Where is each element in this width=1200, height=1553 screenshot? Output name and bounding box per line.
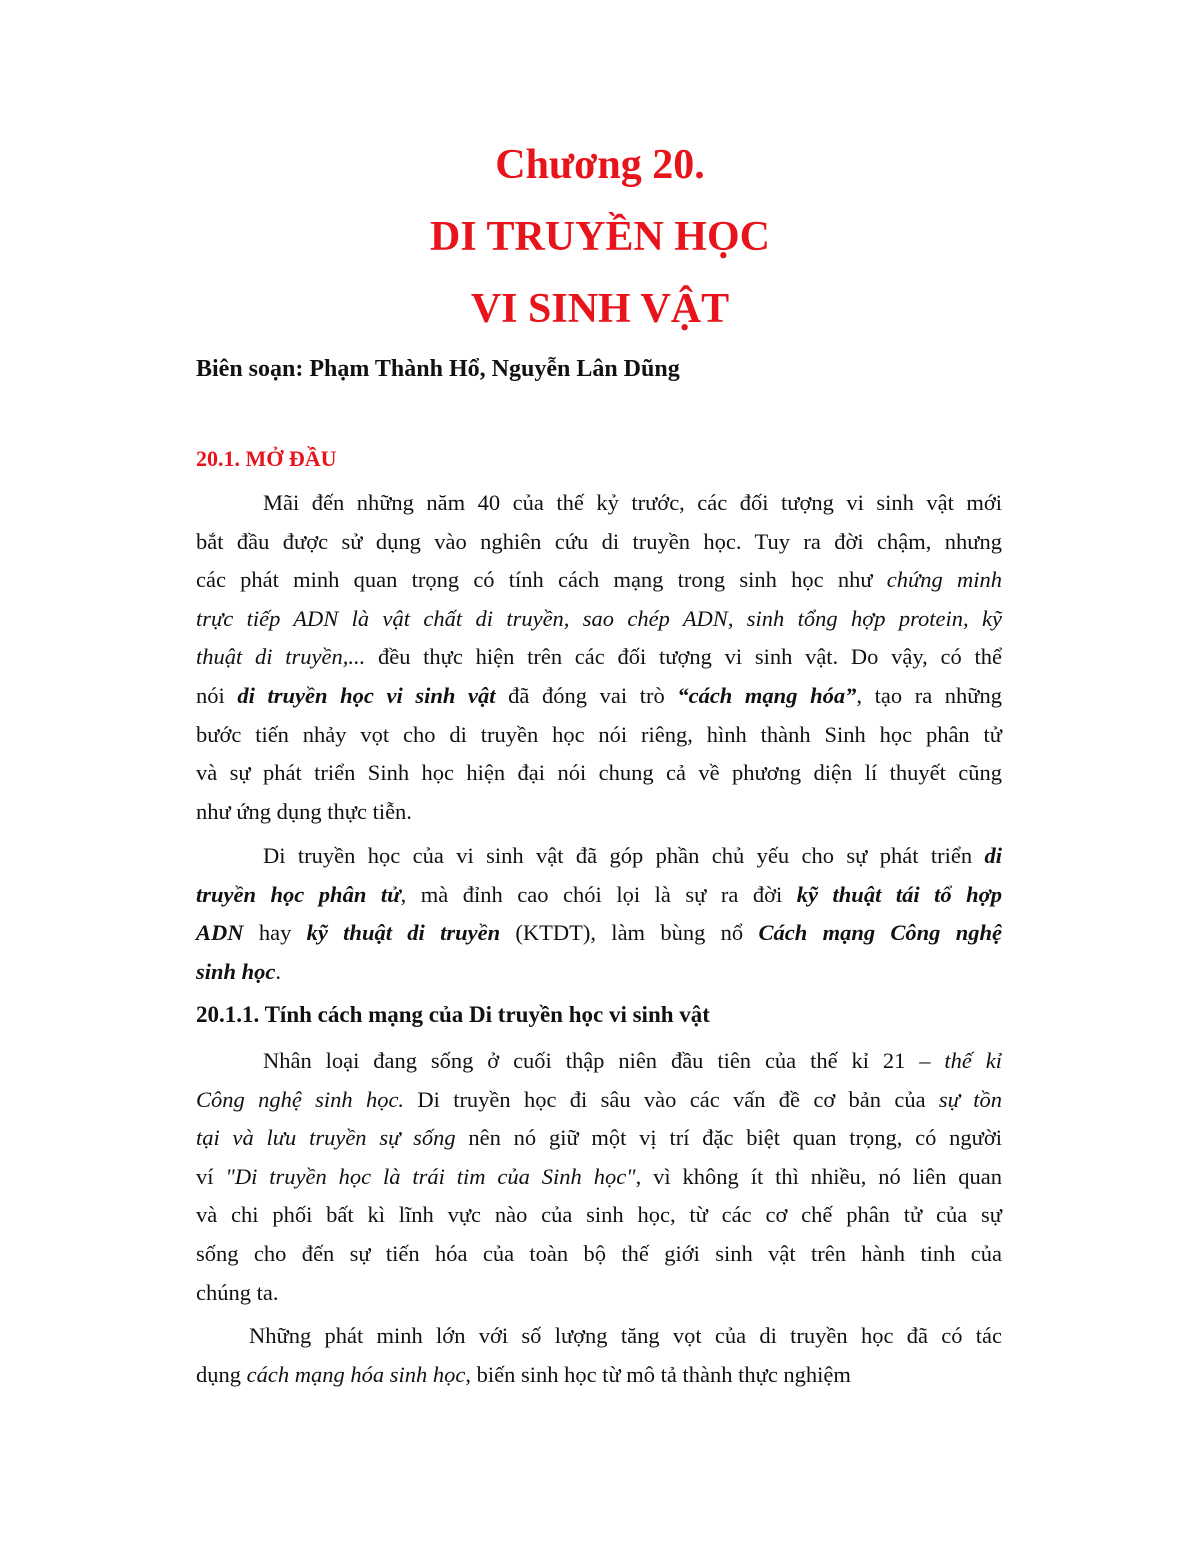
text-run: dụng: [196, 1361, 247, 1387]
paragraph: [196, 1042, 1002, 1312]
text-run: nói: [196, 682, 238, 708]
text-line: [196, 600, 1002, 639]
text-run: di truyền học vi sinh vật: [237, 682, 496, 708]
text-line: [196, 1274, 1002, 1313]
text-line: [196, 523, 1002, 562]
text-run: bắt đầu được sử dụng vào nghiên cứu di truyền học. Tuy ra đời chậm, nhưng: [196, 528, 1002, 554]
text-run: trực tiếp ADN là vật chất di truyền, sao chép ADN, sinh tổng hợp protein, kỹ: [196, 605, 1002, 631]
text-line: [196, 1356, 1002, 1395]
text-line: [196, 677, 1002, 716]
text-run: Di truyền học của vi sinh vật đã góp phần chủ yếu cho sự phát triển: [263, 843, 985, 868]
text-line: [196, 914, 1002, 953]
text-line: [196, 1042, 1002, 1081]
author-byline: Biên soạn: Phạm Thành Hổ, Nguyễn Lân Dũng: [196, 356, 680, 382]
text-run: như ứng dụng thực tiễn.: [196, 798, 412, 824]
section-heading: 20.1. MỞ ĐẦU: [196, 446, 337, 471]
text-run: các phát minh quan trọng có tính cách mạng trong sinh học như: [196, 567, 887, 593]
paragraph: [196, 837, 1002, 991]
text-run: và sự phát triển Sinh học hiện đại nói chung cả về phương diện lí thuyết cũng: [196, 760, 1002, 786]
text-run: , mà đỉnh cao chói lọi là sự ra đời: [400, 881, 797, 907]
text-line: [196, 953, 1002, 992]
text-line: [196, 1081, 1002, 1120]
text-run: , vì không ít thì nhiều, nó liên quan: [635, 1163, 1002, 1189]
chapter-title-line1: DI TRUYỀN HỌC: [430, 214, 770, 260]
text-run: Nhân loại đang sống ở cuối thập niên đầu tiên của thế kỉ 21 –: [263, 1048, 945, 1073]
text-line: [196, 1196, 1002, 1235]
text-run: hay: [243, 920, 307, 946]
chapter-title-line2: VI SINH VẬT: [470, 286, 730, 332]
text-line: [196, 837, 1002, 876]
text-run: (KTDT), làm bùng nổ: [500, 920, 759, 946]
text-run: kỹ thuật di truyền: [306, 920, 501, 946]
text-run: Cách mạng Công nghệ: [758, 920, 1002, 946]
text-run: .: [275, 958, 282, 984]
text-run: đều thực hiện trên các đối tượng vi sinh vật. Do vậy, có thể: [365, 644, 1003, 670]
text-line: [196, 638, 1002, 677]
text-line: [196, 1158, 1002, 1197]
chapter-number: Chương 20.: [495, 142, 705, 188]
text-run: "Di truyền học là trái tim của Sinh học": [225, 1163, 636, 1189]
text-run: , tạo ra những: [856, 682, 1002, 708]
text-run: và chi phối bất kì lĩnh vực nào của sinh học, từ các cơ chế phân tử của sự: [196, 1202, 1002, 1228]
text-line: [196, 484, 1002, 523]
paragraph: [196, 1317, 1002, 1394]
text-run: di: [984, 843, 1002, 868]
text-run: chứng minh: [886, 567, 1002, 593]
text-line: [196, 561, 1002, 600]
text-line: [196, 793, 1002, 832]
text-run: bước tiến nhảy vọt cho di truyền học nói riêng, hình thành Sinh học phân tử: [196, 721, 1002, 747]
text-line: [196, 1119, 1002, 1158]
text-run: sống cho đến sự tiến hóa của toàn bộ thế giới sinh vật trên hành tinh của: [196, 1240, 1002, 1266]
text-run: “cách mạng hóa”: [677, 682, 857, 708]
text-run: Mãi đến những năm 40 của thế kỷ trước, các đối tượng vi sinh vật mới: [263, 490, 1002, 515]
text-run: sự tồn: [938, 1086, 1002, 1112]
text-run: Di truyền học đi sâu vào các vấn đề cơ bản của: [404, 1086, 939, 1112]
text-run: Công nghệ sinh học.: [196, 1086, 405, 1112]
text-run: kỹ thuật tái tổ hợp: [796, 881, 1002, 907]
text-run: sinh học: [196, 958, 276, 984]
text-line: [196, 716, 1002, 755]
text-run: Những phát minh lớn với số lượng tăng vọt của di truyền học đã có tác: [249, 1323, 1002, 1348]
text-run: , biến sinh học từ mô tả thành thực nghiệm: [465, 1361, 851, 1387]
text-line: [196, 876, 1002, 915]
text-run: tại và lưu truyền sự sống: [196, 1125, 456, 1151]
text-run: đã đóng vai trò: [495, 682, 678, 708]
text-run: cách mạng hóa sinh học: [246, 1361, 466, 1387]
text-run: thuật di truyền,...: [196, 644, 366, 670]
text-line: [196, 1317, 1002, 1356]
text-line: [196, 1235, 1002, 1274]
text-run: chúng ta.: [196, 1279, 279, 1305]
text-run: thế kỉ: [944, 1048, 1002, 1073]
text-run: truyền học phân tử: [196, 881, 401, 907]
paragraph: [196, 484, 1002, 831]
subsection-heading: 20.1.1. Tính cách mạng của Di truyền học vi sinh vật: [196, 1002, 710, 1027]
text-run: ví: [196, 1163, 226, 1189]
text-run: ADN: [196, 920, 244, 946]
text-line: [196, 754, 1002, 793]
text-run: nên nó giữ một vị trí đặc biệt quan trọng, có người: [455, 1125, 1002, 1151]
